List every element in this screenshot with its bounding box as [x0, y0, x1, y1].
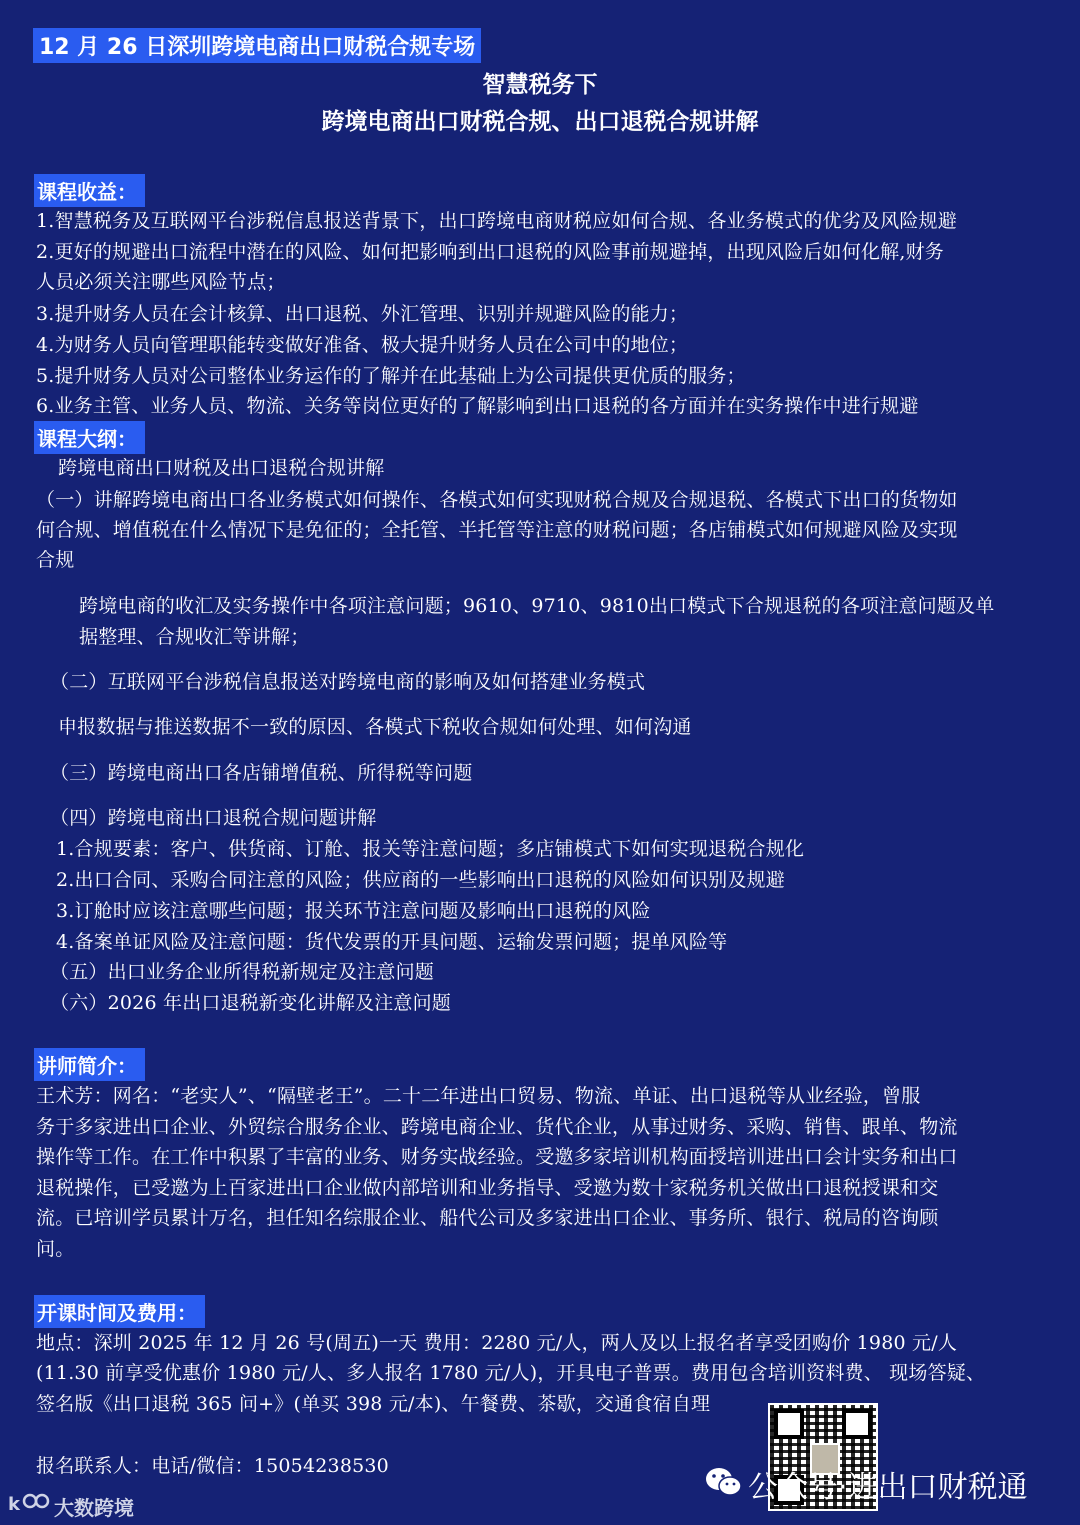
wechat-icon	[704, 1465, 744, 1499]
watermark-account: 公众号·进出口财税通	[748, 1470, 1028, 1505]
lecturer-bio-line: 问。	[36, 1238, 75, 1260]
benefit-line: 4.为财务人员向管理职能转变做好准备、极大提升财务人员在公司中的地位；	[36, 334, 689, 356]
outline-section-2-sub: 申报数据与推送数据不一致的原因、各模式下税收合规如何处理、如何沟通	[58, 716, 692, 738]
outline-section-6: （六）2026 年出口退税新变化讲解及注意问题	[50, 992, 451, 1014]
outline-section-4-item: 2.出口合同、采购合同注意的风险；供应商的一些影响出口退税的风险如何识别及规避	[56, 869, 785, 891]
title-line-2: 跨境电商出口财税合规、出口退税合规讲解	[321, 109, 759, 135]
lecturer-bio-line: 流。已培训学员累计万名，担任知名综服企业、船代公司及多家进出口企业、事务所、银行、税局的咨询顾	[36, 1207, 939, 1229]
lecturer-bio-line: 务于多家进出口企业、外贸综合服务企业、跨境电商企业、货代企业，从事过财务、采购、销售、跟单、物流	[36, 1116, 958, 1138]
outline-section-1-sub: 跨境电商的收汇及实务操作中各项注意问题；9610、9710、9810出口模式下合规退税的各项注意问题及单	[79, 595, 995, 617]
outline-section-1: 合规	[36, 549, 75, 571]
schedule-line: (11.30 前享受优惠价 1980 元/人、多人报名 1780 元/人)，开具电子普票。费用包含培训资料费、 现场答疑、	[36, 1362, 986, 1384]
lecturer-heading: 讲师简介：	[34, 1048, 145, 1081]
benefit-line: 3.提升财务人员在会计核算、出口退税、外汇管理、识别并规避风险的能力；	[36, 303, 689, 325]
benefit-line: 2.更好的规避出口流程中潜在的风险、如何把影响到出口退税的风险事前规避掉，出现风险后如何化解,财务	[36, 241, 944, 263]
watermark-brand: 大数跨境	[54, 1496, 134, 1520]
contact-line: 报名联系人：电话/微信：15054238530	[36, 1455, 389, 1477]
schedule-line: 地点：深圳 2025 年 12 月 26 号(周五)一天 费用：2280 元/人，两人及以上报名者享受团购价 1980 元/人	[36, 1332, 958, 1354]
outline-section-4: （四）跨境电商出口退税合规问题讲解	[50, 807, 377, 829]
outline-section-3: （三）跨境电商出口各店铺增值税、所得税等问题	[50, 762, 473, 784]
benefit-line: 1.智慧税务及互联网平台涉税信息报送背景下，出口跨境电商财税应如何合规、各业务模式的优劣及风险规避	[36, 210, 957, 232]
qr-finder-mark	[774, 1409, 804, 1439]
lecturer-bio-line: 王术芳：网名：“老实人”、“隔壁老王”。二十二年进出口贸易、物流、单证、出口退税等从业经验，曾服	[36, 1085, 921, 1107]
outline-section-1: 何合规、增值税在什么情况下是免征的；全托管、半托管等注意的财税问题；各店铺模式如何规避风险及实现	[36, 519, 958, 541]
outline-section-2: （二）互联网平台涉税信息报送对跨境电商的影响及如何搭建业务模式	[50, 671, 646, 693]
qr-finder-mark	[842, 1409, 872, 1439]
outline-section-1: （一）讲解跨境电商出口各业务模式如何操作、各模式如何实现财税合规及合规退税、各模式下出口的货物如	[36, 489, 958, 511]
benefit-line: 人员必须关注哪些风险节点；	[36, 271, 286, 293]
benefit-line: 6.业务主管、业务人员、物流、关务等岗位更好的了解影响到出口退税的各方面并在实务操作中进行规避	[36, 395, 919, 417]
outline-section-4-item: 1.合规要素：客户、供货商、订舱、报关等注意问题；多店铺模式下如何实现退税合规化	[56, 838, 805, 860]
outline-section-1-sub: 据整理、合规收汇等讲解；	[79, 626, 310, 648]
outline-section-4-item: 4.备案单证风险及注意问题：货代发票的开具问题、运输发票问题；提单风险等	[56, 931, 728, 953]
lecturer-bio-line: 退税操作，已受邀为上百家进出口企业做内部培训和业务指导、受邀为数十家税务机关做出口退税授课和交	[36, 1177, 939, 1199]
title-line-1: 智慧税务下	[482, 72, 598, 98]
event-banner: 12 月 26 日深圳跨境电商出口财税合规专场	[33, 28, 481, 63]
outline-section-5: （五）出口业务企业所得税新规定及注意问题	[50, 961, 435, 983]
outline-section-4-item: 3.订舱时应该注意哪些问题；报关环节注意问题及影响出口退税的风险	[56, 900, 651, 922]
schedule-line: 签名版《出口退税 365 问+》(单买 398 元/本)、午餐费、茶歇，交通食宿自理	[36, 1393, 711, 1415]
benefits-heading: 课程收益：	[34, 174, 145, 207]
svg-text:k: k	[8, 1494, 20, 1515]
lecturer-bio-line: 操作等工作。在工作中积累了丰富的业务、财务实战经验。受邀多家培训机构面授培训进出口会计实务和出口	[36, 1146, 958, 1168]
outline-heading: 课程大纲：	[34, 421, 145, 454]
schedule-heading: 开课时间及费用：	[34, 1295, 205, 1328]
brand-logo-icon	[8, 1490, 52, 1516]
outline-intro: 跨境电商出口财税及出口退税合规讲解	[58, 457, 385, 479]
benefit-line: 5.提升财务人员对公司整体业务运作的了解并在此基础上为公司提供更优质的服务；	[36, 365, 746, 387]
